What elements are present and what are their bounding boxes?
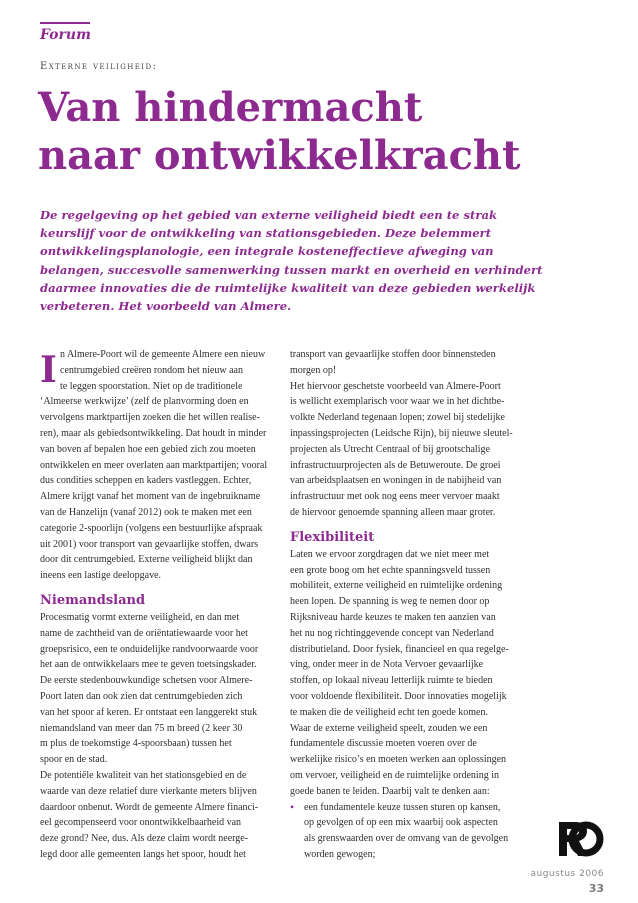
body-line: De eerste stedenbouwkundige schetsen voor Almere- — [40, 675, 253, 687]
body-line: van arbeidsplaatsen en woningen in de nabijheid van — [290, 475, 502, 487]
issue-date: augustus 2006 — [530, 869, 604, 879]
paragraph — [40, 610, 290, 863]
body-line: te leggen spoorstation. Niet op de traditionele — [60, 380, 243, 392]
bullet-text-line: worden gewogen; — [304, 848, 376, 860]
body-line: Poort laten dan ook zien dat centrumgebieden zich — [40, 690, 243, 702]
body-line: Procesmatig vormt externe veiligheid, en dan met — [40, 611, 240, 623]
section-label: Forum — [40, 27, 91, 43]
body-line: transport van gevaarlijke stoffen door binnensteden — [290, 349, 496, 360]
right-column — [290, 347, 570, 863]
body-line: infrastructuurprojecten als de Betuweroute. De groei — [290, 459, 501, 471]
title-line-2: naar ontwikkelkracht — [38, 132, 521, 179]
body-line: vervolgens marktpartijen zoeken die het willen realise- — [40, 412, 260, 424]
intro-line: daarmee innovaties die de ruimtelijke kwaliteit van deze gebieden werkelijk — [40, 280, 536, 295]
article-title — [38, 84, 598, 180]
body-line: mobiliteit, externe veiligheid en ruimtelijke ordening — [290, 580, 503, 592]
body-line: waarde van deze relatief dure vierkante meters blijven — [40, 785, 257, 797]
opening-paragraph — [40, 347, 290, 394]
subheading-niemandsland: Niemandsland — [40, 592, 146, 608]
title-line-1: Van hindermacht — [38, 84, 423, 131]
body-line: fundamentele discussie moeten voeren over de — [290, 738, 477, 750]
body-line: te maken die de veiligheid echt ten goede komen. — [290, 706, 488, 718]
body-line: centrumgebied creëren rondom het nieuw aan — [60, 364, 243, 376]
body-line: ving, onder meer in de Nota Vervoer gevaarlijke — [290, 659, 484, 671]
bullet-icon: • — [290, 799, 295, 814]
body-line: name de zachtheid van de oriëntatiewaarde voor het — [40, 627, 248, 639]
body-line: goede banen te leiden. Daarbij valt te denken aan: — [290, 785, 490, 797]
body-line: distributieland. Door fysiek, financieel en qua regelge- — [290, 643, 509, 655]
body-line: daardoor onbenut. Wordt de gemeente Almere financi- — [40, 801, 259, 813]
body-line: van boven af bepalen hoe een gebied zich zou moeten — [40, 443, 256, 455]
intro-line: verbeteren. Het voorbeeld van Almere. — [40, 299, 292, 314]
section-rule — [40, 22, 90, 24]
body-line: deze grond? Nee, dus. Als deze claim wordt neerge- — [40, 833, 249, 845]
body-line: eel gecompenseerd voor onontwikkelbaarheid van — [40, 817, 242, 829]
body-line: ren), maar als gebiedsontwikkeling. Dat houdt in minder — [40, 427, 267, 439]
intro-line: keurslijf voor de ontwikkeling van stationsgebieden. Deze belemmert — [40, 226, 492, 241]
body-line: Het hiervoor geschetste voorbeeld van Almere-Poort — [290, 380, 501, 392]
ro-logo-icon — [556, 820, 604, 858]
bullet-text-line: een fundamentele keuze tussen sturen op kansen, — [304, 801, 501, 813]
body-line: Laten we ervoor zorgdragen dat we niet meer met — [290, 548, 490, 560]
body-line: Rijksniveau harde keuzes te maken ten aanzien van — [290, 611, 496, 623]
body-line: dus condities scheppen en kaders vastleggen. Echter, — [40, 475, 252, 487]
kicker: Externe veiligheid: — [40, 61, 158, 72]
body-line: niemandsland van meer dan 75 m breed (2 keer 30 — [40, 722, 243, 734]
body-line: voor voldoende flexibiliteit. Door innovaties mogelijk — [290, 690, 507, 702]
body-line: van de Hanzelijn (vanaf 2012) ook te maken met een — [40, 506, 252, 518]
bullet-text-line: als grenswaarden over de omvang van de gevolgen — [304, 833, 509, 845]
body-line: is wellicht exemplarisch voor waar we in het dichtbe- — [290, 396, 505, 408]
body-line: werkelijke risico’s en moeten werken aan oplossingen — [290, 754, 507, 766]
body-line: projecten als Utrecht Centraal of bij grootschalige — [290, 443, 490, 455]
body-line: De potentiële kwaliteit van het stationsgebied en de — [40, 769, 247, 781]
bullet-item — [290, 800, 570, 863]
drop-cap: I — [40, 349, 57, 391]
body-line: heen lopen. De spanning is weg te nemen door op — [290, 596, 490, 608]
body-line: het nu nog richtinggevende concept van Nederland — [290, 627, 494, 639]
left-column — [40, 347, 290, 863]
body-line: m plus de toekomstige 4-spoorsbaan) tussen het — [40, 738, 232, 750]
body-line: ineens een lastige deelopgave. — [40, 570, 162, 582]
body-line: categorie 2-spoorlijn (volgens een bestuurlijke afspraak — [40, 522, 263, 534]
subheading-flexibiliteit: Flexibiliteit — [290, 529, 375, 545]
paragraph — [290, 347, 570, 521]
body-line: het aan de ontwikkelaars mee te geven toetsingskader. — [40, 659, 257, 671]
bullet-text-line: op gevolgen of op een mix waarbij ook aspecten — [304, 817, 498, 829]
paragraph — [40, 394, 290, 584]
page-number: 33 — [588, 882, 604, 895]
paragraph — [290, 547, 570, 800]
body-line: Almere krijgt vanaf het moment van de ingebruikname — [40, 491, 261, 503]
body-line: een grote boog om het echte spanningsveld tussen — [290, 564, 491, 576]
intro-line: ontwikkelingsplanologie, een integrale kosteneffectieve afweging van — [40, 244, 494, 259]
body-line: spoor en de stad. — [40, 754, 108, 766]
body-line: van het spoor af keren. Er ontstaat een langgerekt stuk — [40, 706, 258, 718]
body-line: infrastructuur met ook nog eens meer vervoer maakt — [290, 491, 500, 503]
intro-line: De regelgeving op het gebied van externe veiligheid biedt een te strak — [40, 208, 497, 222]
body-line: ‘Almeerse werkwijze’ (zelf de planvorming doen en — [40, 396, 249, 408]
body-line: groepsrisico, een te onduidelijke randvoorwaarde voor — [40, 643, 259, 655]
body-line: de hiervoor genoemde spanning alleen maar groter. — [290, 506, 496, 518]
body-line: morgen op! — [290, 364, 337, 376]
body-line: legd door alle gemeenten langs het spoor, houdt het — [40, 848, 246, 860]
body-line: inpassingsprojecten (Leidsche Rijn), bij nieuwe sleutel- — [290, 427, 513, 439]
body-line: n Almere-Poort wil de gemeente Almere een nieuw — [60, 349, 266, 360]
body-line: volkte Nederland tegenaan lopen; zowel bij stedelijke — [290, 412, 505, 424]
intro-line: belangen, succesvolle samenwerking tussen markt en overheid en verhindert — [40, 262, 543, 277]
intro-lead — [40, 206, 580, 315]
body-line: door dit centrumgebied. Externe veiligheid blijkt dan — [40, 554, 253, 566]
body-line: om vervoer, veiligheid en de ruimtelijke ordening in — [290, 769, 499, 781]
body-line: ontwikkelen en meer overlaten aan marktpartijen; vooral — [40, 459, 268, 471]
body-line: uit 2001) voor transport van gevaarlijke stoffen, dwars — [40, 538, 259, 550]
body-line: Waar de externe veiligheid speelt, zouden we een — [290, 722, 488, 734]
body-line: stoffen, op lokaal niveau letterlijk ruimte te bieden — [290, 675, 493, 687]
